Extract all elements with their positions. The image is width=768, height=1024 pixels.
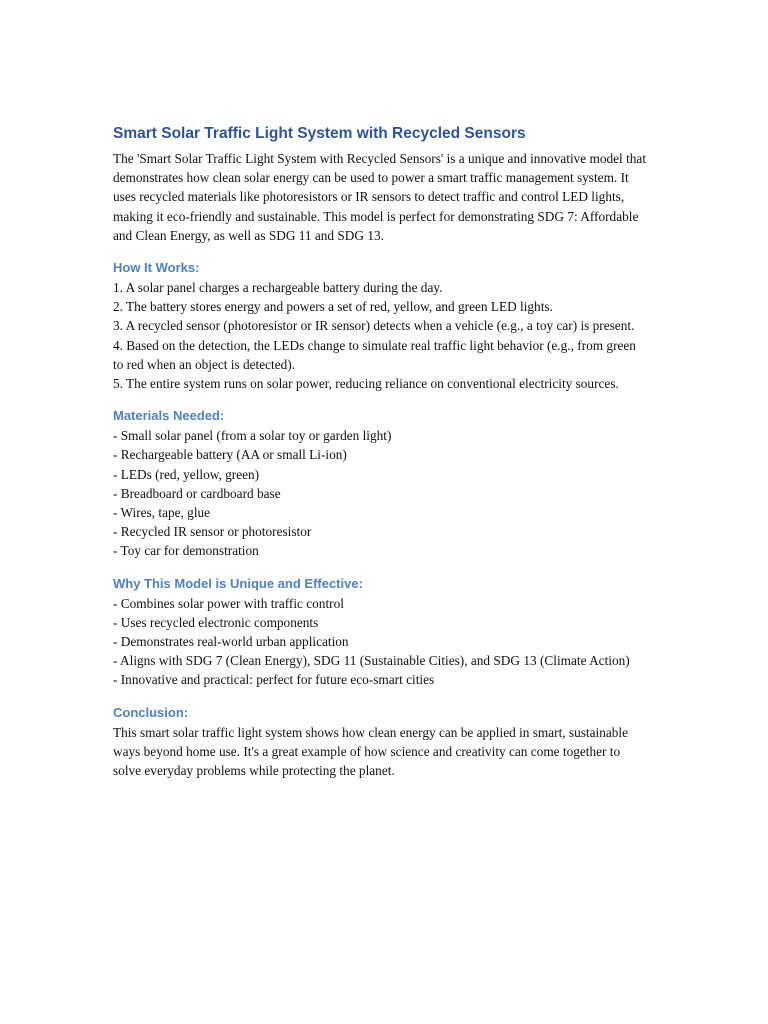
list-item: 4. Based on the detection, the LEDs change to simulate real traffic light behavior (e.g., from green to red when an object is detected). [113, 337, 636, 372]
conclusion-paragraph: This smart solar traffic light system shows how clean energy can be applied in smart, sustainable ways beyond home use. It's a great example of how science and creativity can come together to solve everyday problems while protecting the planet. [113, 724, 629, 779]
list-item: 1. A solar panel charges a rechargeable battery during the day. [113, 280, 443, 296]
intro-paragraph: The 'Smart Solar Traffic Light System with Recycled Sensors' is a unique and innovative model that demonstrates how clean solar energy can be used to power a smart traffic management system. It uses recycled materials like photoresistors or IR sensors to detect traffic and control LED lights, making it eco-friendly and sustainable. This model is perfect for demonstrating SDG 7: Affordable and Clean Energy, as well as SDG 11 and SDG 13. [113, 151, 647, 243]
why-unique-heading: Why This Model is Unique and Effective: [113, 575, 363, 591]
list-item: - Innovative and practical: perfect for future eco-smart cities [113, 672, 435, 688]
materials-list [113, 426, 648, 560]
list-item: - Wires, tape, glue [113, 505, 211, 521]
why-unique-list [113, 594, 648, 690]
list-item: - Recycled IR sensor or photoresistor [113, 524, 312, 540]
materials-heading: Materials Needed: [113, 408, 225, 424]
list-item: - Combines solar power with traffic control [113, 595, 344, 611]
conclusion-heading: Conclusion: [113, 704, 189, 720]
how-it-works-list [113, 278, 648, 393]
list-item: 3. A recycled sensor (photoresistor or IR sensor) detects when a vehicle (e.g., a toy car) is present. [113, 318, 635, 334]
list-item: 2. The battery stores energy and powers a set of red, yellow, and green LED lights. [113, 299, 553, 315]
list-item: - LEDs (red, yellow, green) [113, 466, 260, 482]
list-item: 5. The entire system runs on solar power, reducing reliance on conventional electricity sources. [113, 376, 619, 392]
document-title: Smart Solar Traffic Light System with Recycled Sensors [113, 125, 526, 142]
list-item: - Uses recycled electronic components [113, 614, 319, 630]
list-item: - Rechargeable battery (AA or small Li-ion) [113, 447, 347, 463]
list-item: - Small solar panel (from a solar toy or garden light) [113, 428, 392, 444]
list-item: - Demonstrates real-world urban application [113, 634, 349, 650]
how-it-works-heading: How It Works: [113, 260, 200, 276]
document-content [113, 123, 648, 780]
list-item: - Aligns with SDG 7 (Clean Energy), SDG 11 (Sustainable Cities), and SDG 13 (Climate Action) [113, 653, 630, 669]
list-item: - Toy car for demonstration [113, 543, 259, 559]
list-item: - Breadboard or cardboard base [113, 485, 281, 501]
